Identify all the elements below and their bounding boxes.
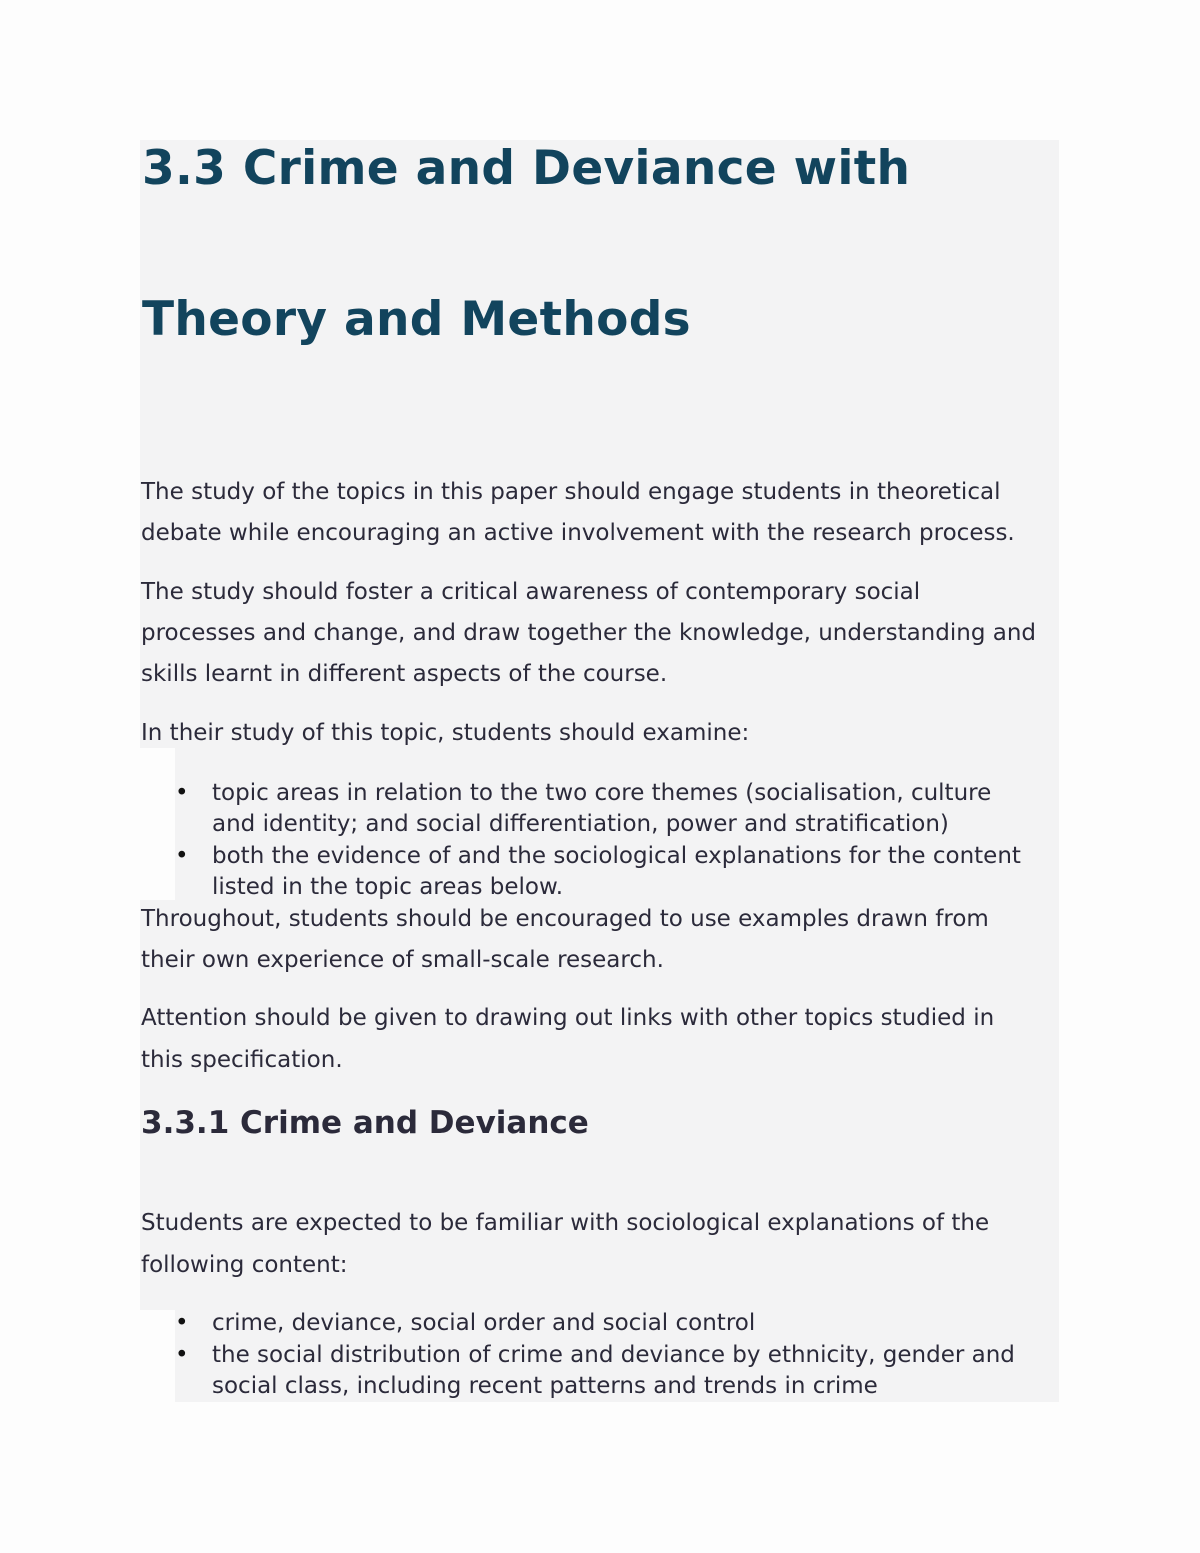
intro-paragraph-1-line-2: debate while encouraging an active involvement with the research process. [141,520,1015,546]
intro-paragraph-1-line-1: The study of the topics in this paper should engage students in theoretical [141,479,1001,505]
paragraph-4-line-1: Throughout, students should be encouraged to use examples drawn from [141,906,989,932]
bullet-marker: • [175,843,189,869]
examine-list-item-2-line-2: listed in the topic areas below. [212,874,564,900]
content-list-item-2-line-2: social class, including recent patterns and trends in crime [212,1373,878,1399]
content-background-top [140,140,1059,748]
intro-paragraph-2-line-3: skills learnt in different aspects of the course. [141,661,668,687]
intro-paragraph-2-line-1: The study should foster a critical awareness of contemporary social [141,579,921,605]
paragraph-6-line-1: Students are expected to be familiar with sociological explanations of the [141,1210,990,1236]
examine-list-item-1-line-2: and identity; and social differentiation, power and stratification) [212,811,949,837]
paragraph-6-line-2: following content: [141,1252,348,1278]
intro-paragraph-2-line-2: processes and change, and draw together the knowledge, understanding and [141,620,1037,646]
page-title-line-1: 3.3 Crime and Deviance with [142,141,911,196]
examine-list-item-1-line-1: topic areas in relation to the two core themes (socialisation, culture [212,780,992,806]
bullet-marker: • [175,1342,189,1368]
bullet-marker: • [175,1310,189,1336]
bullet-marker: • [175,780,189,806]
section-subheading: 3.3.1 Crime and Deviance [141,1105,589,1141]
paragraph-4-line-2: their own experience of small-scale research. [141,947,664,973]
paragraph-5-line-1: Attention should be given to drawing out links with other topics studied in [141,1005,995,1031]
content-list-item-1-line-1: crime, deviance, social order and social control [212,1310,756,1336]
content-list-item-2-line-1: the social distribution of crime and deviance by ethnicity, gender and [212,1342,1015,1368]
paragraph-5-line-2: this specification. [141,1047,343,1073]
intro-paragraph-3: In their study of this topic, students should examine: [141,720,750,746]
page-title-line-2: Theory and Methods [142,292,691,347]
examine-list-item-2-line-1: both the evidence of and the sociological explanations for the content [212,843,1021,869]
